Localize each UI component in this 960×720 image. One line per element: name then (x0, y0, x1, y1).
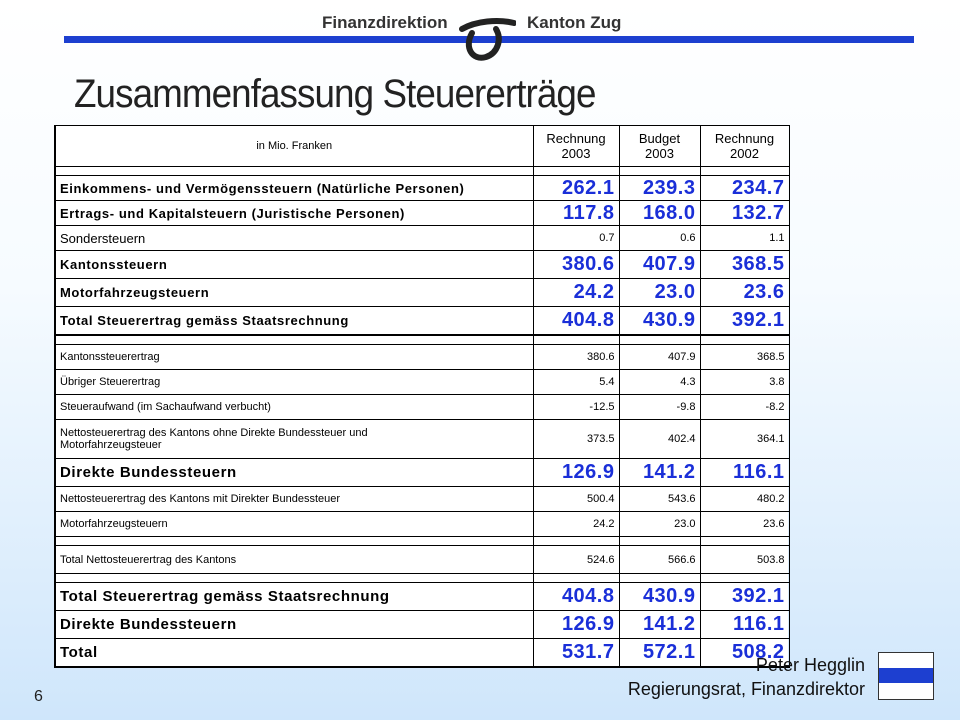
table-row: Übriger Steuerertrag 5.4 4.3 3.8 (55, 370, 789, 395)
author-name: Peter Hegglin (755, 655, 865, 675)
table-row: Total Nettosteuerertrag des Kantons 524.6 566.6 503.8 (55, 546, 789, 574)
table-row: Nettosteuerertrag des Kantons ohne Direkte Bundessteuer und Motorfahrzeugsteuer 373.5 402.4 364.1 (55, 420, 789, 459)
column-header: Budget 2003 (619, 126, 700, 167)
unit-label: in Mio. Franken (55, 126, 533, 167)
table-row: Total Steuerertrag gemäss Staatsrechnung 404.8 430.9 392.1 (55, 307, 789, 336)
spacer-row (55, 167, 789, 176)
table-row: Einkommens- und Vermögenssteuern (Natürliche Personen) 262.1 239.3 234.7 (55, 176, 789, 201)
page-title: Zusammenfassung Steuererträge (74, 72, 596, 116)
table-row: Steueraufwand (im Sachaufwand verbucht) -12.5 -9.8 -8.2 (55, 395, 789, 420)
spacer-row (55, 537, 789, 546)
zug-flag-icon (878, 652, 934, 700)
table-header-row (55, 126, 789, 167)
spacer-row (55, 574, 789, 583)
table-row: Motorfahrzeugsteuern 24.2 23.0 23.6 (55, 279, 789, 307)
tax-summary-table (54, 125, 788, 668)
table-row: Kantonssteuern 380.6 407.9 368.5 (55, 251, 789, 279)
table-row: Sondersteuern 0.7 0.6 1.1 (55, 226, 789, 251)
table-row: Ertrags- und Kapitalsteuern (Juristische Personen) 117.8 168.0 132.7 (55, 201, 789, 226)
column-header: Rechnung 2002 (700, 126, 789, 167)
spacer-row (55, 335, 789, 345)
table-row: Direkte Bundessteuern 126.9 141.2 116.1 (55, 459, 789, 487)
author-block (628, 653, 865, 701)
zug-logo-icon (458, 15, 516, 63)
header-department: Finanzdirektion (322, 13, 448, 32)
header-canton: Kanton Zug (527, 13, 622, 32)
author-role: Regierungsrat, Finanzdirektor (627, 679, 865, 699)
table-row: Total Steuerertrag gemäss Staatsrechnung 404.8 430.9 392.1 (55, 583, 789, 611)
page-number: 6 (34, 688, 43, 705)
table-row: Direkte Bundessteuern 126.9 141.2 116.1 (55, 611, 789, 639)
table-row: Total 531.7 572.1 508.2 (55, 639, 789, 668)
column-header: Rechnung 2003 (533, 126, 619, 167)
table-row: Motorfahrzeugsteuern 24.2 23.0 23.6 (55, 512, 789, 537)
table-row: Kantonssteuerertrag 380.6 407.9 368.5 (55, 345, 789, 370)
table-row: Nettosteuerertrag des Kantons mit Direkter Bundessteuer 500.4 543.6 480.2 (55, 487, 789, 512)
